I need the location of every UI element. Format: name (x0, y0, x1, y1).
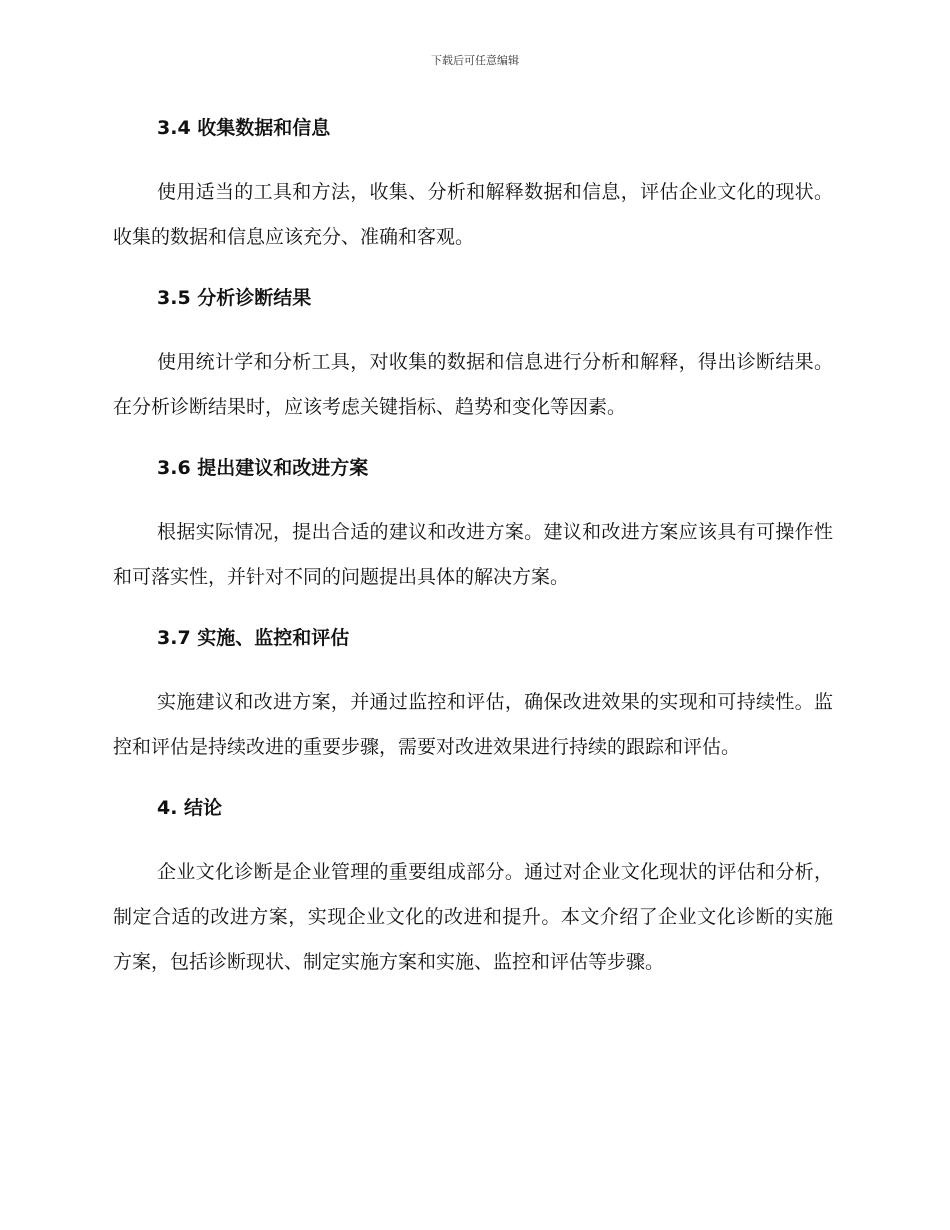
section-paragraph-3-7: 实施建议和改进方案，并通过监控和评估，确保改进效果的实现和可持续性。监控和评估是持续改进的重要步骤，需要对改进效果进行持续的跟踪和评估。 (113, 691, 833, 758)
section-heading-3-4: 3.4 收集数据和信息 (157, 117, 331, 139)
section-heading-conclusion: 4. 结论 (157, 797, 223, 819)
section-paragraph-3-5: 使用统计学和分析工具，对收集的数据和信息进行分析和解释，得出诊断结果。在分析诊断结果时，应该考虑关键指标、趋势和变化等因素。 (113, 351, 833, 418)
document-body (113, 111, 833, 985)
section-paragraph-conclusion: 企业文化诊断是企业管理的重要组成部分。通过对企业文化现状的评估和分析，制定合适的改进方案，实现企业文化的改进和提升。本文介绍了企业文化诊断的实施方案，包括诊断现状、制定实施方案和实施、监控和评估等步骤。 (113, 861, 833, 973)
section-heading-3-5: 3.5 分析诊断结果 (157, 287, 312, 309)
section-heading-3-7: 3.7 实施、监控和评估 (157, 627, 350, 649)
section-paragraph-3-6: 根据实际情况，提出合适的建议和改进方案。建议和改进方案应该具有可操作性和可落实性，并针对不同的问题提出具体的解决方案。 (113, 521, 833, 588)
page-header: 下载后可任意编辑 (431, 54, 519, 67)
section-paragraph-3-4: 使用适当的工具和方法，收集、分析和解释数据和信息，评估企业文化的现状。收集的数据和信息应该充分、准确和客观。 (113, 181, 833, 248)
section-heading-3-6: 3.6 提出建议和改进方案 (157, 457, 369, 479)
